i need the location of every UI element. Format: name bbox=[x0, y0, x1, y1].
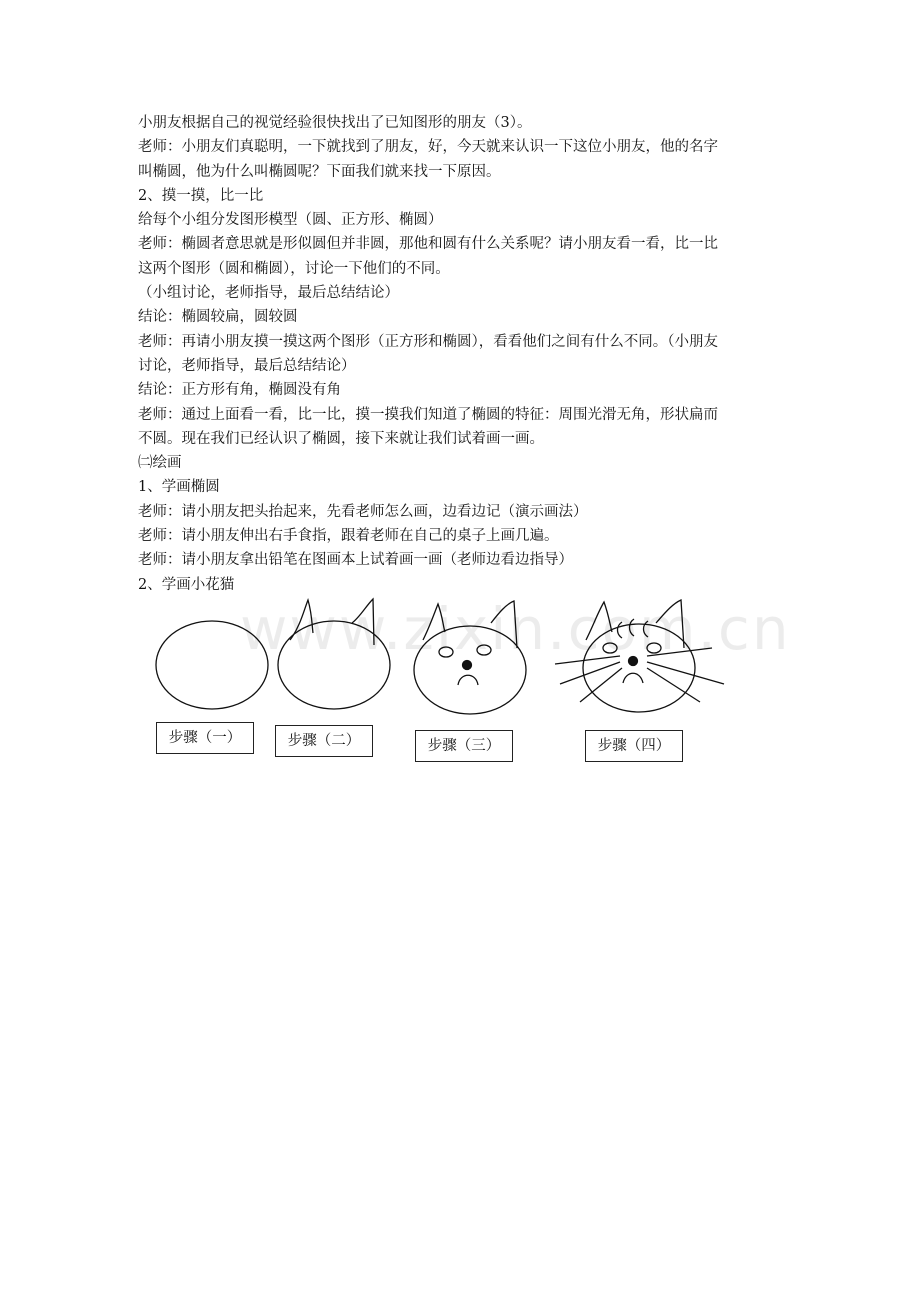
text-line: 这两个图形（圆和椭圆），讨论一下他们的不同。 bbox=[138, 260, 450, 277]
text-line: 叫椭圆，他为什么叫椭圆呢？下面我们就来找一下原因。 bbox=[138, 163, 501, 180]
text-line: 不圆。现在我们已经认识了椭圆，接下来就让我们试着画一画。 bbox=[138, 430, 544, 447]
text-line: 老师：通过上面看一看，比一比，摸一摸我们知道了椭圆的特征：周围光滑无角，形状扁而 bbox=[138, 406, 718, 423]
text-line: 给每个小组分发图形模型（圆、正方形、椭圆） bbox=[138, 212, 443, 229]
step4-whisker bbox=[560, 662, 620, 684]
text-line: 老师：请小朋友把头抬起来，先看老师怎么画，边看边记（演示画法） bbox=[138, 503, 588, 520]
text-line: 结论：椭圆较扁，圆较圆 bbox=[138, 309, 298, 326]
step4-whisker bbox=[580, 668, 622, 702]
text-line: 小朋友根据自己的视觉经验很快找出了已知图形的朋友（3）。 bbox=[138, 115, 532, 131]
text-line: 老师：椭圆者意思就是形似圆但并非圆，那他和圆有什么关系呢？请小朋友看一看，比一比 bbox=[138, 236, 718, 253]
text-line: 讨论，老师指导，最后总结结论） bbox=[138, 357, 356, 374]
lesson-text bbox=[138, 111, 788, 597]
step-label-4: 步骤（四） bbox=[585, 730, 683, 762]
text-line: 老师：再请小朋友摸一摸这两个图形（正方形和椭圆），看看他们之间有什么不同。（小朋友 bbox=[138, 333, 718, 350]
section-heading: 2、学画小花猫 bbox=[138, 576, 235, 593]
text-line: 老师：请小朋友伸出右手食指，跟着老师在自己的桌子上画几遍。 bbox=[138, 528, 559, 545]
text-line: 结论：正方形有角，椭圆没有角 bbox=[138, 382, 341, 399]
watermark: www.zixin.com.cn bbox=[240, 595, 791, 663]
step4-whisker bbox=[647, 668, 700, 702]
step-label-1: 步骤（一） bbox=[156, 722, 254, 754]
step4-whisker bbox=[647, 662, 724, 684]
step-label-3: 步骤（三） bbox=[415, 730, 513, 762]
text-line: 老师：请小朋友拿出铅笔在图画本上试着画一画（老师边看边指导） bbox=[138, 552, 573, 569]
text-line: （小组讨论，老师指导，最后总结结论） bbox=[138, 285, 399, 302]
section-heading: 1、学画椭圆 bbox=[138, 479, 220, 496]
section-heading: ㈡绘画 bbox=[138, 455, 182, 472]
step3-mouth bbox=[458, 675, 478, 685]
step-label-2: 步骤（二） bbox=[275, 725, 373, 757]
section-heading: 2、摸一摸，比一比 bbox=[138, 187, 264, 204]
text-line: 老师：小朋友们真聪明，一下就找到了朋友，好，今天就来认识一下这位小朋友，他的名字 bbox=[138, 139, 718, 156]
step4-mouth bbox=[623, 673, 643, 683]
